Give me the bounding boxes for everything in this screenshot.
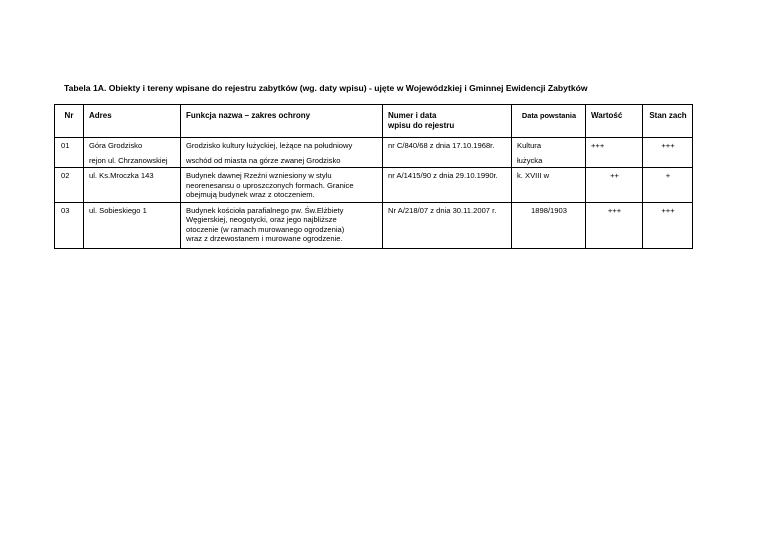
- row-funkcja-line: wraz z drzewostanem i murowane ogrodzenie.: [186, 234, 343, 243]
- table-row: [55, 168, 693, 203]
- row-data-powstania: [512, 138, 586, 168]
- header-data-powstania: Data powstania: [512, 105, 586, 138]
- row-funkcja-line: neorenesansu o uproszczonych formach. Granice: [186, 180, 354, 190]
- row-adres-line: Góra Grodzisko: [89, 141, 143, 150]
- header-stan: Stan zach: [643, 105, 693, 138]
- row-data-powstania: 1898/1903: [512, 202, 586, 248]
- table-row: [55, 202, 693, 248]
- row-funkcja: [181, 138, 383, 168]
- row-nr: 01: [55, 138, 84, 168]
- row-numer: nr C/840/68 z dnia 17.10.1968r.: [383, 138, 512, 168]
- row-adres-line: rejon ul. Chrzanowskiej: [89, 155, 168, 165]
- row-numer: Nr A/218/07 z dnia 30.11.2007 r.: [383, 202, 512, 248]
- table-row: [55, 138, 693, 168]
- header-numer-line2: wpisu do rejestru: [388, 120, 455, 130]
- row-nr: 03: [55, 202, 84, 248]
- header-row: [55, 105, 693, 138]
- header-wartosc: Wartość: [586, 105, 643, 138]
- header-adres: Adres: [84, 105, 181, 138]
- row-adres: ul. Ks.Mroczka 143: [84, 168, 181, 203]
- header-numer-line1: Numer i data: [388, 111, 437, 120]
- row-funkcja: [181, 168, 383, 203]
- register-table: [54, 104, 693, 249]
- row-wartosc: +++: [586, 202, 643, 248]
- row-funkcja-line: Węgierskiej, neogotycki, oraz jego najbliższe: [186, 215, 337, 224]
- row-stan: +++: [643, 202, 693, 248]
- row-data-line: łużycka: [517, 155, 543, 165]
- row-wartosc: +++: [586, 138, 643, 168]
- row-wartosc: ++: [586, 168, 643, 203]
- row-stan: +: [643, 168, 693, 203]
- row-adres: ul. Sobieskiego 1: [84, 202, 181, 248]
- row-funkcja-line: obejmują budynek wraz z otoczeniem.: [186, 190, 315, 199]
- row-funkcja-line: Budynek dawnej Rzeźni wzniesiony w stylu: [186, 171, 332, 180]
- header-funkcja: Funkcja nazwa – zakres ochrony: [181, 105, 383, 138]
- row-data-powstania: k. XVIII w: [512, 168, 586, 203]
- header-numer: [383, 105, 512, 138]
- row-data-line: Kultura: [517, 141, 542, 150]
- table-title: Tabela 1A. Obiekty i tereny wpisane do rejestru zabytków (wg. daty wpisu) - ujęte w Wojewódzkiej i Gminnej Ewidencji Zabytków: [64, 83, 588, 93]
- row-numer: nr A/1415/90 z dnia 29.10.1990r.: [383, 168, 512, 203]
- row-funkcja-line: Grodzisko kultury łużyckiej, leżące na południowy: [186, 141, 353, 150]
- row-funkcja: [181, 202, 383, 248]
- row-funkcja-line: otoczenie (w ramach murowanego ogrodzenia): [186, 224, 345, 234]
- row-funkcja-line: wschód od miasta na górze zwanej Grodzisko: [186, 155, 341, 165]
- row-funkcja-line: Budynek kościoła parafialnego pw. Św.Elżbiety: [186, 205, 344, 215]
- header-nr: Nr: [55, 105, 84, 138]
- row-adres: [84, 138, 181, 168]
- row-stan: +++: [643, 138, 693, 168]
- row-nr: 02: [55, 168, 84, 203]
